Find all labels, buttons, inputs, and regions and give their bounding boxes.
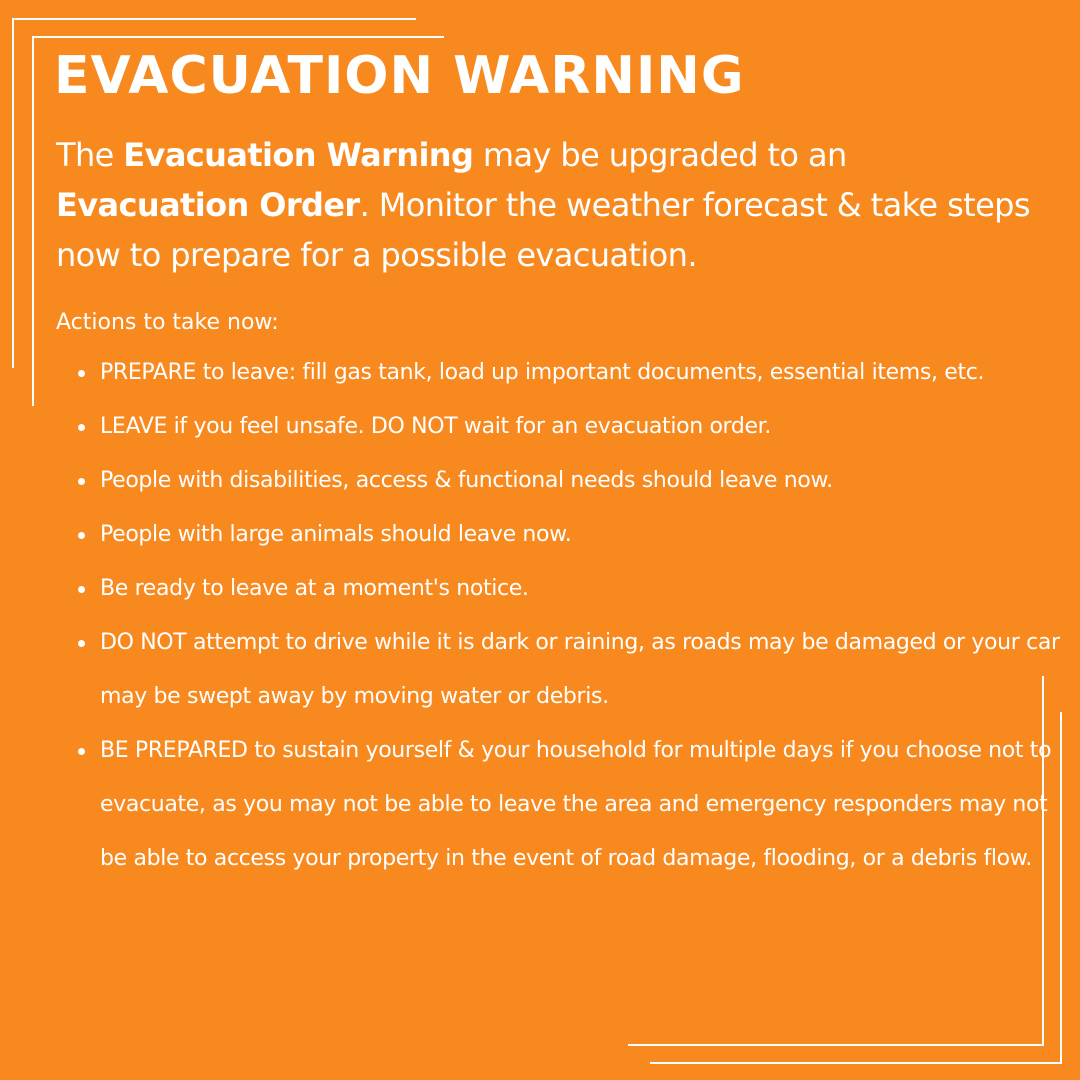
- list-item-text: People with large animals should leave now.: [100, 522, 572, 547]
- list-item-text: People with disabilities, access & functional needs should leave now.: [100, 468, 833, 493]
- bullet-icon: [78, 532, 85, 539]
- bullet-icon: [78, 586, 85, 593]
- list-item-text: Be ready to leave at a moment's notice.: [100, 576, 529, 601]
- actions-list: [100, 346, 1060, 886]
- intro-text-3: . Monitor the weather forecast & take steps now to prepare for a possible evacuation.: [56, 186, 1030, 274]
- intro-bold-evacuation-order: Evacuation Order: [56, 186, 360, 224]
- list-item-text: DO NOT attempt to drive while it is dark or raining, as roads may be damaged or your car may be swept away by moving water or debris.: [100, 630, 1060, 709]
- bullet-icon: [78, 748, 85, 755]
- page-title: EVACUATION WARNING: [54, 46, 745, 106]
- frame-line-bottom-right-inner-horizontal: [628, 1044, 1044, 1046]
- intro-text-2: may be upgraded to an: [473, 136, 847, 174]
- list-item: [100, 562, 1060, 616]
- list-item: [100, 508, 1060, 562]
- frame-line-bottom-right-outer-horizontal: [650, 1062, 1062, 1064]
- frame-line-top-left-outer-vertical: [12, 18, 14, 368]
- list-item-text: LEAVE if you feel unsafe. DO NOT wait for an evacuation order.: [100, 414, 771, 439]
- frame-line-top-left-inner-horizontal: [32, 36, 444, 38]
- intro-text-1: The: [56, 136, 124, 174]
- bullet-icon: [78, 640, 85, 647]
- list-item: [100, 400, 1060, 454]
- intro-paragraph: [56, 130, 1046, 280]
- frame-line-top-left-inner-vertical: [32, 36, 34, 406]
- bullet-icon: [78, 370, 85, 377]
- list-item-text: BE PREPARED to sustain yourself & your household for multiple days if you choose not to evacuate, as you may not be able to leave the area and emergency responders may not be able to access your property in the event of road damage, flooding, or a debris flow.: [100, 738, 1052, 871]
- bullet-icon: [78, 424, 85, 431]
- frame-line-top-left-outer-horizontal: [12, 18, 416, 20]
- list-item: [100, 454, 1060, 508]
- bullet-icon: [78, 478, 85, 485]
- frame-line-bottom-right-outer-vertical: [1060, 712, 1062, 1064]
- intro-bold-evacuation-warning: Evacuation Warning: [123, 136, 474, 174]
- list-item: [100, 616, 1060, 724]
- list-item-text: PREPARE to leave: fill gas tank, load up important documents, essential items, etc.: [100, 360, 985, 385]
- actions-heading: Actions to take now:: [56, 310, 279, 335]
- list-item: [100, 724, 1060, 886]
- list-item: [100, 346, 1060, 400]
